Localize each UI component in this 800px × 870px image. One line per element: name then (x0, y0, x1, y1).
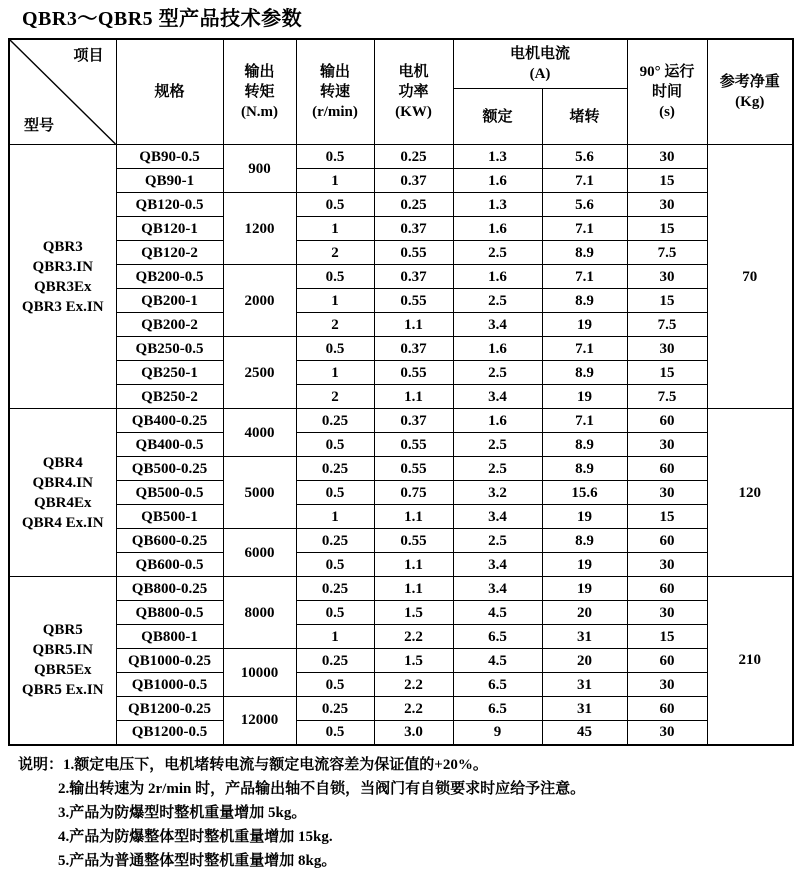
spec-cell: QB1200-0.5 (116, 721, 223, 745)
speed-cell: 1 (296, 625, 374, 649)
weight-cell: 70 (707, 145, 793, 409)
model-name: QBR4 (42, 454, 83, 471)
spec-cell: QB120-1 (116, 217, 223, 241)
speed-cell: 2 (296, 241, 374, 265)
table-row (9, 625, 793, 649)
stall-cell: 20 (542, 649, 627, 673)
power-cell: 1.1 (374, 385, 453, 409)
header-line: (Kg) (735, 94, 765, 110)
rated-cell: 4.5 (453, 601, 542, 625)
rated-cell: 1.6 (453, 169, 542, 193)
spec-cell: QB200-1 (116, 289, 223, 313)
rated-cell: 3.2 (453, 481, 542, 505)
power-cell: 1.5 (374, 601, 453, 625)
table-row (9, 697, 793, 721)
spec-cell: QB250-1 (116, 361, 223, 385)
corner-label-model: 型号 (24, 118, 55, 134)
torque-cell: 900 (223, 145, 296, 193)
model-name: QBR3Ex (33, 278, 92, 295)
power-cell: 0.55 (374, 433, 453, 457)
spec-cell: QB1000-0.25 (116, 649, 223, 673)
power-cell: 1.1 (374, 577, 453, 601)
speed-cell: 0.5 (296, 601, 374, 625)
rated-cell: 6.5 (453, 625, 542, 649)
corner-label-item: 项目 (73, 48, 104, 64)
speed-cell: 1 (296, 361, 374, 385)
speed-cell: 0.25 (296, 697, 374, 721)
table-row (9, 577, 793, 601)
table-row (9, 193, 793, 217)
rated-cell: 1.6 (453, 217, 542, 241)
spec-cell: QB500-0.5 (116, 481, 223, 505)
header-line: 转速 (319, 84, 350, 100)
speed-cell: 0.5 (296, 673, 374, 697)
stall-cell: 8.9 (542, 433, 627, 457)
torque-cell: 12000 (223, 697, 296, 745)
table-row (9, 217, 793, 241)
time-cell: 30 (627, 433, 707, 457)
header-line: (N.m) (240, 104, 279, 120)
header-line: (KW) (395, 104, 432, 120)
time-cell: 60 (627, 457, 707, 481)
header-current-rated: 额定 (453, 89, 542, 145)
power-cell: 0.55 (374, 529, 453, 553)
speed-cell: 0.5 (296, 145, 374, 169)
spec-cell: QB120-2 (116, 241, 223, 265)
stall-cell: 5.6 (542, 193, 627, 217)
rated-cell: 4.5 (453, 649, 542, 673)
stall-cell: 19 (542, 505, 627, 529)
power-cell: 3.0 (374, 721, 453, 745)
stall-cell: 7.1 (542, 409, 627, 433)
model-name: QBR3 Ex.IN (21, 298, 104, 315)
time-cell: 60 (627, 409, 707, 433)
rated-cell: 1.6 (453, 337, 542, 361)
time-cell: 60 (627, 697, 707, 721)
spec-cell: QB90-1 (116, 169, 223, 193)
header-line: 功率 (398, 84, 429, 100)
torque-cell: 1200 (223, 193, 296, 265)
header-power (374, 39, 453, 145)
stall-cell: 31 (542, 697, 627, 721)
header-line: 电机 (398, 64, 429, 80)
table-row (9, 553, 793, 577)
header-line: (s) (659, 104, 675, 120)
note-line (18, 777, 800, 801)
header-line: 电机电流 (510, 46, 571, 62)
stall-cell: 19 (542, 385, 627, 409)
spec-cell: QB200-0.5 (116, 265, 223, 289)
corner-header-cell (9, 39, 116, 145)
time-cell: 7.5 (627, 241, 707, 265)
speed-cell: 1 (296, 169, 374, 193)
table-row (9, 385, 793, 409)
model-name: QBR4.IN (32, 474, 93, 491)
header-current-stall: 堵转 (542, 89, 627, 145)
stall-cell: 19 (542, 553, 627, 577)
rated-cell: 1.3 (453, 193, 542, 217)
time-cell: 30 (627, 145, 707, 169)
speed-cell: 0.5 (296, 193, 374, 217)
power-cell: 0.25 (374, 193, 453, 217)
spec-cell: QB600-0.5 (116, 553, 223, 577)
power-cell: 0.37 (374, 337, 453, 361)
table-row (9, 505, 793, 529)
header-torque (223, 39, 296, 145)
torque-cell: 2000 (223, 265, 296, 337)
header-line: 输出 (244, 64, 275, 80)
rated-cell: 3.4 (453, 313, 542, 337)
power-cell: 1.5 (374, 649, 453, 673)
model-name: QBR4 Ex.IN (21, 514, 104, 531)
header-time (627, 39, 707, 145)
torque-cell: 10000 (223, 649, 296, 697)
stall-cell: 5.6 (542, 145, 627, 169)
note-line (18, 849, 800, 870)
model-name: QBR5Ex (33, 662, 92, 679)
rated-cell: 2.5 (453, 241, 542, 265)
stall-cell: 19 (542, 577, 627, 601)
rated-cell: 2.5 (453, 457, 542, 481)
time-cell: 30 (627, 673, 707, 697)
spec-cell: QB90-0.5 (116, 145, 223, 169)
note-text: 2.输出转速为 2r/min 时，产品输出轴不自锁，当阀门有自锁要求时应给予注意。 (58, 780, 586, 797)
time-cell: 60 (627, 577, 707, 601)
table-row (9, 673, 793, 697)
table-header (9, 39, 793, 145)
speed-cell: 0.5 (296, 553, 374, 577)
rated-cell: 9 (453, 721, 542, 745)
time-cell: 15 (627, 169, 707, 193)
time-cell: 30 (627, 601, 707, 625)
model-name: QBR3.IN (32, 258, 93, 275)
note-text: 1.额定电压下，电机堵转电流与额定电流容差为保证值的+20%。 (63, 756, 488, 773)
header-current (453, 39, 627, 89)
power-cell: 2.2 (374, 697, 453, 721)
rated-cell: 3.4 (453, 577, 542, 601)
power-cell: 0.55 (374, 241, 453, 265)
spec-cell: QB200-2 (116, 313, 223, 337)
table-row (9, 529, 793, 553)
note-text: 5.产品为普通整体型时整机重量增加 8kg。 (58, 852, 337, 869)
stall-cell: 8.9 (542, 361, 627, 385)
note-line (18, 825, 800, 849)
notes-label: 说明： (18, 756, 64, 773)
table-row (9, 241, 793, 265)
model-group-cell (9, 577, 116, 745)
stall-cell: 8.9 (542, 289, 627, 313)
page-title: QBR3～QBR5 型产品技术参数 (22, 8, 303, 30)
stall-cell: 31 (542, 625, 627, 649)
header-line: 参考净重 (719, 74, 780, 90)
rated-cell: 1.3 (453, 145, 542, 169)
spec-cell: QB800-1 (116, 625, 223, 649)
table-row (9, 145, 793, 169)
model-name: QBR5 (42, 622, 83, 639)
power-cell: 2.2 (374, 673, 453, 697)
stall-cell: 19 (542, 313, 627, 337)
note-line (18, 801, 800, 825)
table-row (9, 313, 793, 337)
speed-cell: 0.5 (296, 721, 374, 745)
table-row (9, 721, 793, 745)
spec-cell: QB500-0.25 (116, 457, 223, 481)
speed-cell: 2 (296, 385, 374, 409)
power-cell: 0.37 (374, 169, 453, 193)
header-line: (r/min) (312, 104, 358, 120)
rated-cell: 2.5 (453, 289, 542, 313)
header-speed (296, 39, 374, 145)
speed-cell: 1 (296, 217, 374, 241)
spec-cell: QB500-1 (116, 505, 223, 529)
weight-cell: 120 (707, 409, 793, 577)
rated-cell: 6.5 (453, 673, 542, 697)
note-text: 4.产品为防爆整体型时整机重量增加 15kg. (58, 828, 333, 845)
spec-cell: QB800-0.25 (116, 577, 223, 601)
model-name: QBR4Ex (33, 494, 92, 511)
rated-cell: 6.5 (453, 697, 542, 721)
power-cell: 0.75 (374, 481, 453, 505)
spec-cell: QB250-0.5 (116, 337, 223, 361)
table-row (9, 361, 793, 385)
stall-cell: 15.6 (542, 481, 627, 505)
power-cell: 1.1 (374, 505, 453, 529)
spec-cell: QB1200-0.25 (116, 697, 223, 721)
torque-cell: 5000 (223, 457, 296, 529)
header-line: (A) (529, 66, 551, 82)
time-cell: 30 (627, 265, 707, 289)
speed-cell: 1 (296, 289, 374, 313)
spec-table (8, 38, 794, 746)
speed-cell: 0.25 (296, 577, 374, 601)
power-cell: 2.2 (374, 625, 453, 649)
header-line: 转矩 (244, 84, 275, 100)
stall-cell: 8.9 (542, 529, 627, 553)
weight-cell: 210 (707, 577, 793, 745)
table-row (9, 601, 793, 625)
speed-cell: 0.25 (296, 529, 374, 553)
torque-cell: 6000 (223, 529, 296, 577)
rated-cell: 3.4 (453, 553, 542, 577)
model-group-cell (9, 145, 116, 409)
spec-cell: QB400-0.25 (116, 409, 223, 433)
table-row (9, 337, 793, 361)
stall-cell: 8.9 (542, 241, 627, 265)
spec-cell: QB120-0.5 (116, 193, 223, 217)
time-cell: 7.5 (627, 385, 707, 409)
time-cell: 30 (627, 481, 707, 505)
header-line: 输出 (319, 64, 350, 80)
note-text: 3.产品为防爆型时整机重量增加 5kg。 (58, 804, 307, 821)
speed-cell: 0.25 (296, 409, 374, 433)
header-weight (707, 39, 793, 145)
power-cell: 1.1 (374, 313, 453, 337)
spec-cell: QB250-2 (116, 385, 223, 409)
power-cell: 1.1 (374, 553, 453, 577)
power-cell: 0.55 (374, 361, 453, 385)
rated-cell: 2.5 (453, 361, 542, 385)
time-cell: 30 (627, 721, 707, 745)
speed-cell: 0.5 (296, 481, 374, 505)
header-spec-label: 规格 (154, 84, 185, 100)
spec-cell: QB800-0.5 (116, 601, 223, 625)
power-cell: 0.55 (374, 457, 453, 481)
speed-cell: 0.25 (296, 649, 374, 673)
power-cell: 0.37 (374, 409, 453, 433)
table-row (9, 457, 793, 481)
time-cell: 7.5 (627, 313, 707, 337)
model-name: QBR5 Ex.IN (21, 682, 104, 699)
table-row (9, 433, 793, 457)
table-row (9, 409, 793, 433)
spec-cell: QB600-0.25 (116, 529, 223, 553)
header-spec (116, 39, 223, 145)
time-cell: 60 (627, 649, 707, 673)
note-line (18, 753, 800, 777)
model-name: QBR3 (42, 238, 83, 255)
time-cell: 15 (627, 217, 707, 241)
stall-cell: 7.1 (542, 265, 627, 289)
rated-cell: 2.5 (453, 433, 542, 457)
table-row (9, 289, 793, 313)
table-row (9, 649, 793, 673)
stall-cell: 7.1 (542, 337, 627, 361)
power-cell: 0.37 (374, 265, 453, 289)
stall-cell: 20 (542, 601, 627, 625)
stall-cell: 45 (542, 721, 627, 745)
time-cell: 30 (627, 193, 707, 217)
time-cell: 15 (627, 289, 707, 313)
power-cell: 0.25 (374, 145, 453, 169)
time-cell: 15 (627, 505, 707, 529)
time-cell: 15 (627, 625, 707, 649)
stall-cell: 8.9 (542, 457, 627, 481)
speed-cell: 2 (296, 313, 374, 337)
power-cell: 0.55 (374, 289, 453, 313)
speed-cell: 0.25 (296, 457, 374, 481)
torque-cell: 8000 (223, 577, 296, 649)
table-row (9, 169, 793, 193)
time-cell: 30 (627, 337, 707, 361)
time-cell: 15 (627, 361, 707, 385)
power-cell: 0.37 (374, 217, 453, 241)
table-row (9, 481, 793, 505)
time-cell: 30 (627, 553, 707, 577)
rated-cell: 3.4 (453, 385, 542, 409)
rated-cell: 2.5 (453, 529, 542, 553)
spec-table-body (9, 145, 793, 745)
table-row (9, 265, 793, 289)
speed-cell: 1 (296, 505, 374, 529)
rated-cell: 1.6 (453, 409, 542, 433)
rated-cell: 1.6 (453, 265, 542, 289)
torque-cell: 4000 (223, 409, 296, 457)
stall-cell: 31 (542, 673, 627, 697)
model-name: QBR5.IN (32, 642, 93, 659)
speed-cell: 0.5 (296, 265, 374, 289)
spec-cell: QB1000-0.5 (116, 673, 223, 697)
notes-section (18, 753, 800, 870)
stall-cell: 7.1 (542, 217, 627, 241)
rated-cell: 3.4 (453, 505, 542, 529)
header-line: 时间 (652, 84, 683, 100)
speed-cell: 0.5 (296, 337, 374, 361)
stall-cell: 7.1 (542, 169, 627, 193)
torque-cell: 2500 (223, 337, 296, 409)
model-group-cell (9, 409, 116, 577)
time-cell: 60 (627, 529, 707, 553)
speed-cell: 0.5 (296, 433, 374, 457)
spec-cell: QB400-0.5 (116, 433, 223, 457)
header-line: 90° 运行 (639, 64, 695, 80)
